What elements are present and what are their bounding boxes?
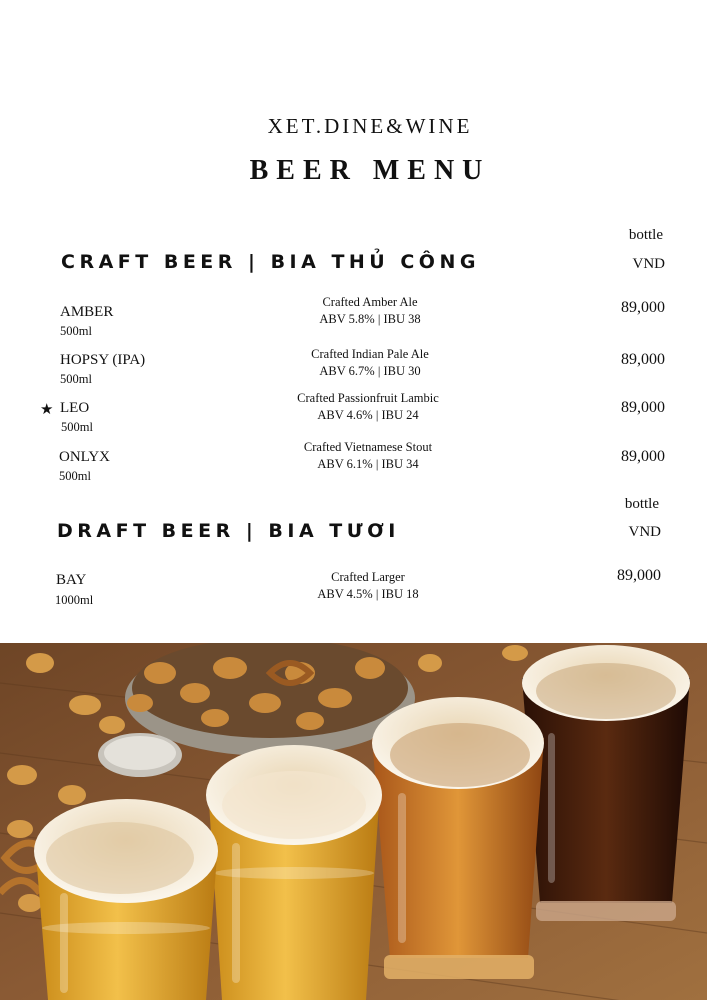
section-title-craft: CRAFT BEER | BIA THỦ CÔNG bbox=[61, 251, 480, 273]
unit-bottle-label: bottle bbox=[624, 496, 659, 512]
unit-bottle-label: bottle bbox=[628, 227, 663, 243]
item-stats: ABV 5.8% | IBU 38 bbox=[319, 312, 421, 326]
item-price: 89,000 bbox=[617, 567, 661, 584]
item-description: Crafted Indian Pale Ale bbox=[311, 347, 429, 361]
item-description: Crafted Passionfruit Lambic bbox=[297, 391, 439, 405]
item-volume: 1000ml bbox=[55, 593, 94, 607]
item-volume: 500ml bbox=[59, 469, 91, 483]
item-description: Crafted Vietnamese Stout bbox=[303, 440, 433, 454]
menu-title: BEER MENU bbox=[249, 155, 491, 186]
item-stats: ABV 6.7% | IBU 30 bbox=[319, 364, 421, 378]
item-description: Crafted Larger bbox=[331, 570, 405, 584]
item-price: 89,000 bbox=[621, 448, 665, 465]
unit-currency-label: VND bbox=[628, 524, 661, 540]
item-stats: ABV 4.5% | IBU 18 bbox=[317, 587, 419, 601]
brand-name: XET.DINE&WINE bbox=[267, 114, 473, 138]
item-name: AMBER bbox=[60, 304, 114, 320]
item-price: 89,000 bbox=[621, 299, 665, 316]
item-name: LEO bbox=[60, 400, 90, 416]
amber-glass bbox=[372, 697, 544, 979]
item-name: BAY bbox=[56, 572, 87, 588]
item-description: Crafted Amber Ale bbox=[322, 295, 418, 309]
item-price: 89,000 bbox=[621, 399, 665, 416]
item-stats: ABV 4.6% | IBU 24 bbox=[317, 408, 419, 422]
item-stats: ABV 6.1% | IBU 34 bbox=[317, 457, 419, 471]
item-volume: 500ml bbox=[60, 372, 92, 386]
item-volume: 500ml bbox=[61, 420, 93, 434]
beer-glasses-illustration bbox=[0, 643, 707, 1000]
beer-photo bbox=[0, 643, 707, 1000]
stout-glass bbox=[522, 645, 690, 921]
section-title-draft: DRAFT BEER | BIA TƯƠI bbox=[57, 520, 400, 542]
star-icon: ★ bbox=[40, 402, 54, 418]
spoon bbox=[98, 733, 182, 777]
item-name: ONLYX bbox=[59, 449, 110, 465]
item-price: 89,000 bbox=[621, 351, 665, 368]
item-name: HOPSY (IPA) bbox=[60, 352, 146, 368]
item-volume: 500ml bbox=[60, 324, 92, 338]
unit-currency-label: VND bbox=[632, 256, 665, 272]
